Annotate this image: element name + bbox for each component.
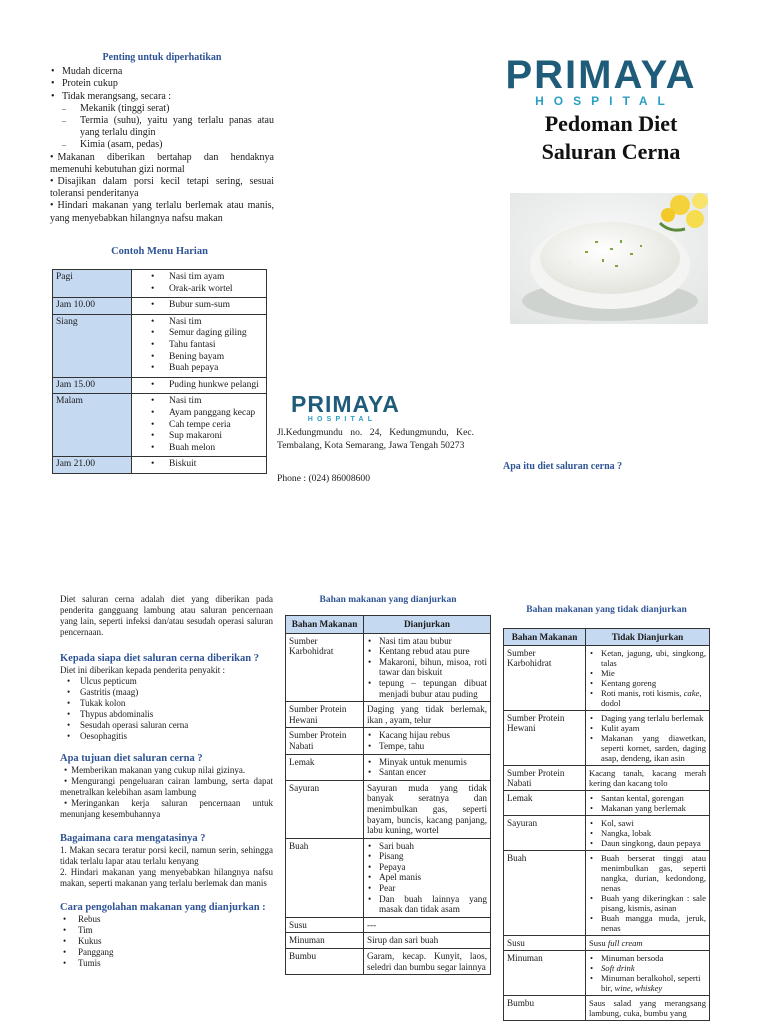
food-category: Lemak — [286, 754, 364, 780]
list-item: • Tim — [62, 925, 273, 936]
list-item: • Tumis — [62, 958, 273, 969]
table-row — [504, 711, 710, 766]
not-recommended-heading: Bahan makanan yang tidak dianjurkan — [526, 605, 687, 615]
question-heading: Kepada siapa diet saluran cerna diberikan ? — [60, 653, 259, 664]
table-header-row — [286, 616, 491, 634]
table-row — [504, 816, 710, 851]
table-row — [504, 766, 710, 791]
food-item: • Daun singkong, daun pepaya — [589, 838, 706, 848]
column-header: Tidak Dianjurkan — [586, 629, 710, 646]
food-item: • Ketan, jagung, ubi, singkong, talas — [589, 648, 706, 668]
table-row — [53, 270, 267, 298]
menu-item: • Puding hunkwe pelangi — [151, 380, 263, 392]
food-item: • Makaroni, bihun, misoa, roti tawar dan biskuit — [367, 657, 487, 678]
list-item: – Termia (suhu), yaitu yang terlalu panas atau yang terlalu dingin — [62, 115, 274, 139]
goal-item: • Meringankan kerja saluran pencernaan untuk menunjang kesembuhannya — [60, 798, 273, 819]
list-item: • Tukak kolon — [66, 698, 273, 709]
food-category: Sumber Protein Nabati — [504, 766, 586, 791]
menu-item: • Tahu fantasi — [151, 340, 263, 352]
food-item: • Kulit ayam — [589, 723, 706, 733]
table-row — [53, 457, 267, 474]
list-item: • Panggang — [62, 947, 273, 958]
food-category: Buah — [504, 851, 586, 936]
important-section — [50, 52, 274, 225]
logo-sub: HOSPITAL — [535, 94, 675, 108]
column-header: Dianjurkan — [364, 616, 491, 634]
porridge-illustration — [510, 193, 708, 324]
food-category: Sumber Protein Hewani — [286, 702, 364, 728]
food-item: • Santan encer — [367, 767, 487, 778]
menu-heading: Contoh Menu Harian — [111, 246, 208, 257]
menu-item: • Orak-arik wortel — [151, 284, 263, 296]
goal-item: • Mengurangi pengeluaran cairan lambung, serta dapat menetralkan kelebihan asam lambung — [60, 776, 273, 797]
menu-item: • Biskuit — [151, 459, 263, 471]
food-item: • Kentang rebud atau pure — [367, 646, 487, 657]
table-row — [53, 314, 267, 377]
food-item: • Nasi tim atau bubur — [367, 636, 487, 647]
recommended-heading: Bahan makanan yang dianjurkan — [319, 595, 457, 605]
food-item: • Buah yang dikeringkan : sale pisang, kismis, asinan — [589, 893, 706, 913]
table-row — [504, 951, 710, 996]
list-item: – Kimia (asam, pedas) — [62, 139, 274, 151]
menu-time: Jam 10.00 — [53, 298, 132, 315]
cover-title-line: Saluran Cerna — [541, 139, 681, 164]
hospital-phone: Phone : (024) 86008600 — [277, 473, 371, 484]
food-item: Sirup dan sari buah — [364, 933, 491, 949]
column-header: Bahan Makanan — [504, 629, 586, 646]
food-item: • tepung – tepungan dibuat menjadi bubur atau puding — [367, 678, 487, 699]
not-recommended-table — [503, 628, 710, 1021]
question-heading: Apa tujuan diet saluran cerna ? — [60, 753, 203, 764]
column-header: Bahan Makanan — [286, 616, 364, 634]
porridge-photo — [510, 193, 708, 324]
table-row — [286, 917, 491, 933]
menu-item: • Cah tempe ceria — [151, 420, 263, 432]
food-item: • Soft drink — [589, 963, 706, 973]
food-item: • Kol, sawi — [589, 818, 706, 828]
food-item: Kacang tanah, kacang merah kering dan kacang tolo — [586, 766, 710, 791]
menu-time: Pagi — [53, 270, 132, 298]
food-item: • Sari buah — [367, 841, 487, 852]
cooking-method-list — [62, 914, 273, 969]
food-item: • Pear — [367, 883, 487, 894]
table-header-row — [504, 629, 710, 646]
menu-item: • Buah melon — [151, 443, 263, 455]
food-item: • Minyak untuk menumis — [367, 757, 487, 768]
table-row — [53, 298, 267, 315]
food-item: Saus salad yang merangsang lambung, cuka, bumbu yang — [586, 996, 710, 1021]
stimulus-sublist — [50, 103, 274, 152]
table-row — [286, 780, 491, 838]
table-row — [504, 851, 710, 936]
q1-text: Diet ini diberikan kepada penderita penyakit : — [60, 665, 225, 675]
food-item: • Dan buah lainnya yang masak dan tidak asam — [367, 894, 487, 915]
cover-question: Apa itu diet saluran cerna ? — [503, 461, 623, 472]
food-category: Sumber Karbohidrat — [504, 646, 586, 711]
food-item: • Roti manis, roti kismis, cake, dodol — [589, 688, 706, 708]
food-item: • Pisang — [367, 851, 487, 862]
hospital-address: Jl.Kedungmundu no. 24, Kedungmundu, Kec. Tembalang, Kota Semarang, Jawa Tengah 50273 — [277, 427, 474, 451]
important-para: • Disajikan dalam porsi kecil tetapi sering, sesuai toleransi penderitanya — [50, 176, 274, 200]
food-category: Bumbu — [504, 996, 586, 1021]
food-category: Sumber Karbohidrat — [286, 633, 364, 702]
food-category: Sumber Protein Hewani — [504, 711, 586, 766]
menu-item: • Nasi tim — [151, 317, 263, 329]
hospital-logo-small — [291, 391, 400, 424]
food-item: • Kentang goreng — [589, 678, 706, 688]
hospital-logo — [503, 55, 699, 108]
list-item: • Mudah dicerna — [50, 66, 274, 78]
food-item: • Santan kental, gorengan — [589, 793, 706, 803]
question-heading: Bagaimana cara mengatasinya ? — [60, 833, 206, 844]
list-item: • Sesudah operasi saluran cerna — [66, 720, 273, 731]
diet-info — [60, 594, 273, 969]
food-item: • Makanan yang diawetkan, seperti kornet, sarden, daging asap, dendeng, ikan asin — [589, 733, 706, 763]
list-item: • Thypus abdominalis — [66, 709, 273, 720]
menu-item: • Semur daging giling — [151, 328, 263, 340]
food-item: • Buah mangga muda, jeruk, nenas — [589, 913, 706, 933]
question-heading: Cara pengolahan makanan yang dianjurkan : — [60, 902, 266, 913]
important-para: • Hindari makanan yang terlalu berlemak atau manis, yang menyebabkan hilangnya nafsu makan — [50, 200, 274, 224]
food-item: • Nangka, lobak — [589, 828, 706, 838]
table-row — [286, 838, 491, 917]
food-item: • Mie — [589, 668, 706, 678]
list-item: • Ulcus pepticum — [66, 676, 273, 687]
food-item: • Pepaya — [367, 862, 487, 873]
table-row — [286, 728, 491, 754]
cover-title — [503, 110, 719, 166]
table-row — [504, 791, 710, 816]
table-row — [286, 949, 491, 975]
food-category: Susu — [504, 936, 586, 951]
logo-word: PRIMAYA — [505, 53, 697, 97]
list-item: – Mekanik (tinggi serat) — [62, 103, 274, 115]
menu-item: • Bubur sum-sum — [151, 300, 263, 312]
food-item: • Buah berserat tinggi atau menimbulkan gas, seperti nangka, durian, kedondong, nenas — [589, 853, 706, 893]
table-row — [286, 933, 491, 949]
goal-item: • Memberikan makanan yang cukup nilai gizinya. — [64, 765, 246, 775]
cover-title-line: Pedoman Diet — [544, 111, 678, 136]
food-category: Bumbu — [286, 949, 364, 975]
food-item: • Minuman bersoda — [589, 953, 706, 963]
table-row — [53, 377, 267, 394]
important-list — [50, 66, 274, 103]
menu-item: • Nasi tim — [151, 396, 263, 408]
food-item: Susu full cream — [586, 936, 710, 951]
food-category: Sayuran — [504, 816, 586, 851]
howto-item: 2. Hindari makanan yang menyebabkan hilangnya nafsu makan, seperti makanan yang terlalu berlemak dan manis — [60, 867, 273, 888]
important-heading: Penting untuk diperhatikan — [102, 52, 222, 63]
intro-text: Diet saluran cerna adalah diet yang diberikan pada penderita gangguang lambung atau saluran pencernaan yang lain, seperti infeksi dan/atau sesudah operasi saluran pencernaan. — [60, 594, 273, 637]
table-row — [504, 646, 710, 711]
list-item: • Oesophagitis — [66, 731, 273, 742]
food-category: Buah — [286, 838, 364, 917]
list-item: • Kukus — [62, 936, 273, 947]
food-item: Garam, kecap. Kunyit, laos, seledri dan bumbu segar lainnya — [364, 949, 491, 975]
table-row — [286, 754, 491, 780]
menu-time: Siang — [53, 314, 132, 377]
table-row — [286, 702, 491, 728]
table-row — [504, 936, 710, 951]
food-item: • Apel manis — [367, 872, 487, 883]
howto-item: 1. Makan secara teratur porsi kecil, namun serin, sehingga tidak terlalu lapar atau terlalu kenyang — [60, 845, 273, 866]
list-item: • Gastritis (maag) — [66, 687, 273, 698]
food-category: Minuman — [504, 951, 586, 996]
table-row — [504, 996, 710, 1021]
food-category: Sumber Protein Nabati — [286, 728, 364, 754]
menu-time: Malam — [53, 394, 132, 457]
menu-item: • Nasi tim ayam — [151, 272, 263, 284]
list-item: • Protein cukup — [50, 78, 274, 90]
logo-word: PRIMAYA — [291, 391, 400, 417]
food-item: • Kacang hijau rebus — [367, 730, 487, 741]
list-item: • Tidak merangsang, secara : — [50, 91, 274, 103]
menu-item: • Sup makaroni — [151, 431, 263, 443]
menu-item: • Buah pepaya — [151, 363, 263, 375]
recommended-table — [285, 615, 491, 975]
menu-time: Jam 15.00 — [53, 377, 132, 394]
disease-list — [66, 676, 273, 742]
menu-table — [52, 269, 267, 474]
logo-sub: HOSPITAL — [307, 416, 377, 423]
list-item: • Rebus — [62, 914, 273, 925]
food-item: • Minuman beralkohol, seperti bir, wine, whiskey — [589, 973, 706, 993]
food-category: Sayuran — [286, 780, 364, 838]
food-item: • Makanan yang berlemak — [589, 803, 706, 813]
menu-item: • Ayam panggang kecap — [151, 408, 263, 420]
food-category: Susu — [286, 917, 364, 933]
food-item: Sayuran muda yang tidak banyak seratnya dan menimbulkan gas, seperti bayam, buncis, kacang panjang, labu kuning, wortel — [364, 780, 491, 838]
table-row — [286, 633, 491, 702]
food-category: Lemak — [504, 791, 586, 816]
important-para: • Makanan diberikan bertahap dan hendaknya memenuhi kebutuhan gizi normal — [50, 151, 274, 175]
food-item: • Daging yang terlalu berlemak — [589, 713, 706, 723]
food-item: Daging yang tidak berlemak, ikan , ayam, telur — [364, 702, 491, 728]
food-item: --- — [364, 917, 491, 933]
table-row — [53, 394, 267, 457]
food-item: • Tempe, tahu — [367, 741, 487, 752]
food-category: Minuman — [286, 933, 364, 949]
menu-item: • Bening bayam — [151, 352, 263, 364]
menu-time: Jam 21.00 — [53, 457, 132, 474]
